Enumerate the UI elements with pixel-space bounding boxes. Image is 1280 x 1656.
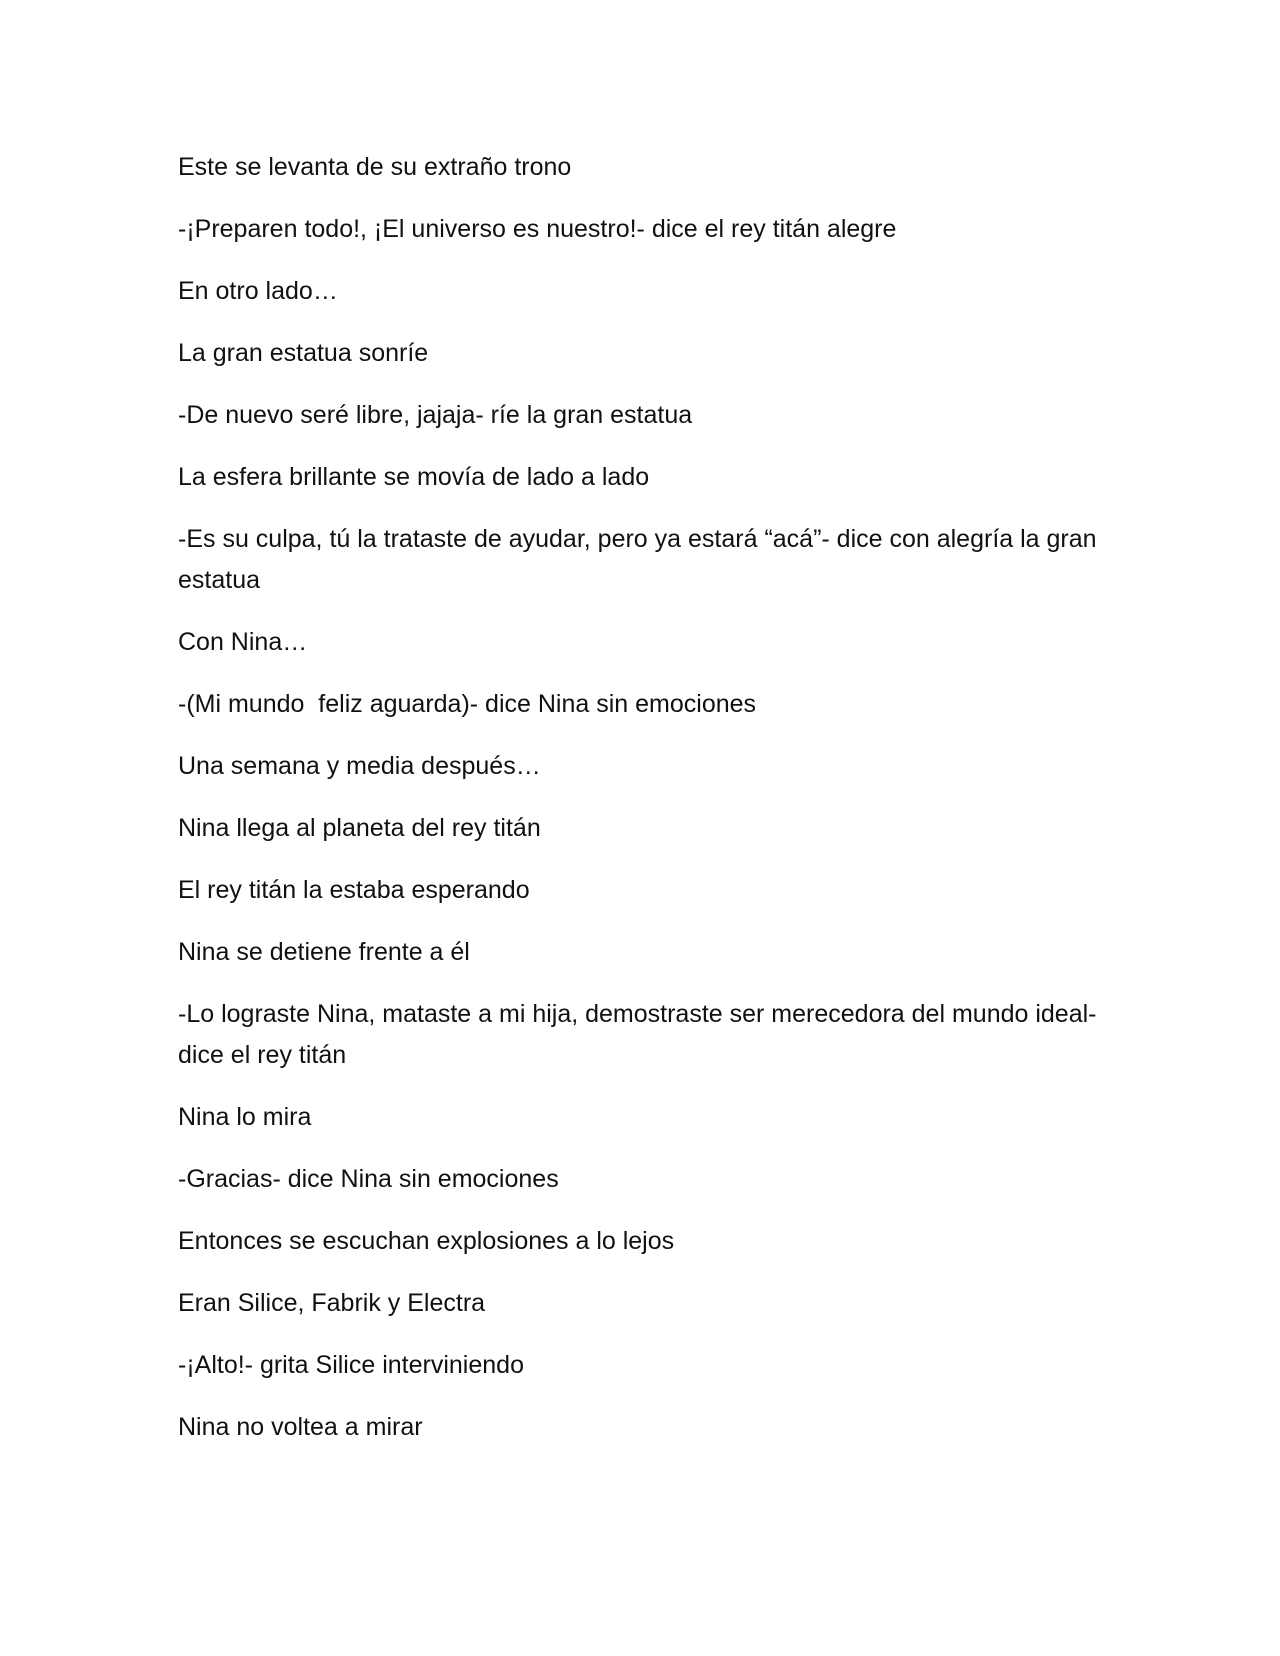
paragraph: Nina llega al planeta del rey titán xyxy=(178,814,541,842)
paragraph: El rey titán la estaba esperando xyxy=(178,876,530,904)
paragraph: -(Mi mundo feliz aguarda)- dice Nina sin emociones xyxy=(178,690,757,718)
paragraph: Con Nina… xyxy=(178,628,308,656)
paragraph: La gran estatua sonríe xyxy=(178,339,429,367)
paragraph: Este se levanta de su extraño trono xyxy=(178,153,572,181)
paragraph: -¡Alto!- grita Silice interviniendo xyxy=(178,1351,524,1379)
paragraph: -Es su culpa, tú la trataste de ayudar, pero ya estará “acá”- dice con alegría la gran estatua xyxy=(178,525,1104,594)
paragraph: Una semana y media después… xyxy=(178,752,541,780)
document-body xyxy=(178,147,1108,1469)
paragraph: En otro lado… xyxy=(178,277,338,305)
paragraph: -Gracias- dice Nina sin emociones xyxy=(178,1165,559,1193)
paragraph: -Lo lograste Nina, mataste a mi hija, demostraste ser merecedora del mundo ideal- dice el rey titán xyxy=(178,1000,1104,1069)
paragraph: Nina lo mira xyxy=(178,1103,312,1131)
paragraph: -De nuevo seré libre, jajaja- ríe la gran estatua xyxy=(178,401,693,429)
paragraph: La esfera brillante se movía de lado a lado xyxy=(178,463,650,491)
paragraph: Entonces se escuchan explosiones a lo lejos xyxy=(178,1227,675,1255)
paragraph: Nina no voltea a mirar xyxy=(178,1413,423,1441)
paragraph: -¡Preparen todo!, ¡El universo es nuestro!- dice el rey titán alegre xyxy=(178,215,897,243)
paragraph: Eran Silice, Fabrik y Electra xyxy=(178,1289,486,1317)
paragraph: Nina se detiene frente a él xyxy=(178,938,470,966)
